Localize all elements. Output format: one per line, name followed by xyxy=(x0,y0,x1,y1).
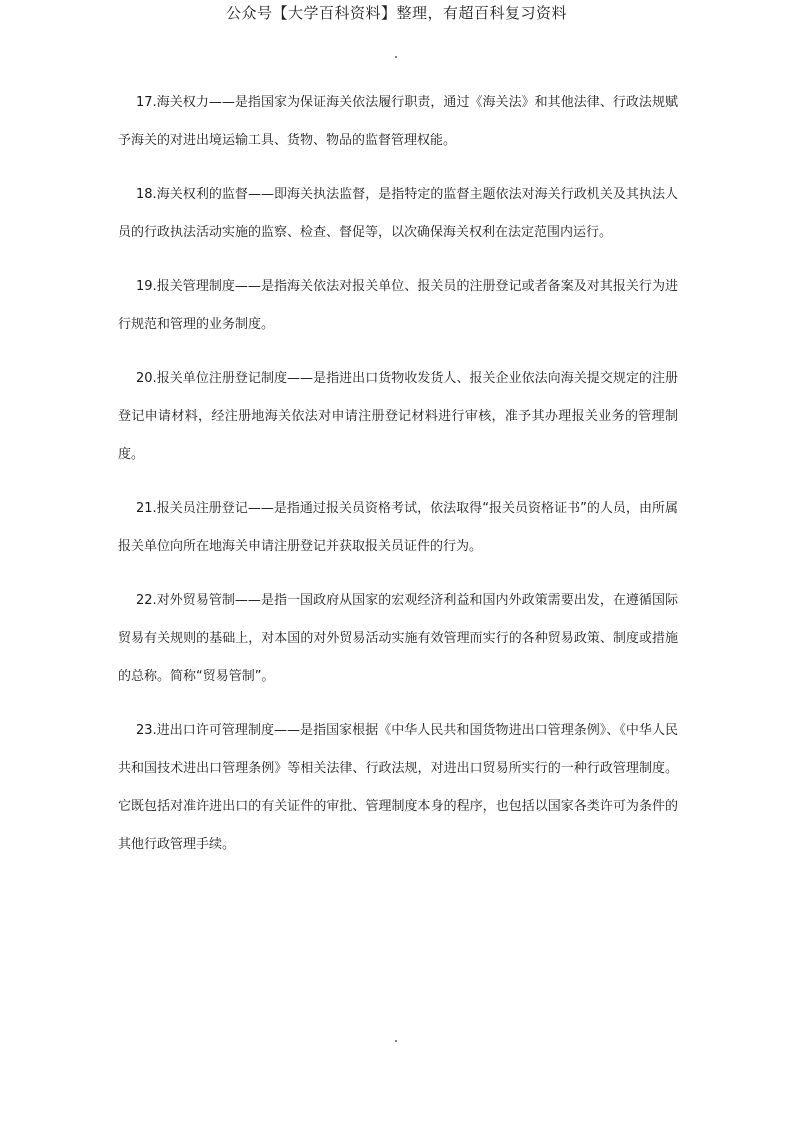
entry-number: 18. xyxy=(136,187,157,202)
definition-entry-18 xyxy=(118,176,678,252)
entry-text: 对外贸易管制——是指一国政府从国家的宏观经济利益和国内外政策需要出发，在遵循国际贸易有关规则的基础上，对本国的对外贸易活动实施有效管理而实行的各种贸易政策、制度或措施的总称。简称“贸易管制”。 xyxy=(118,593,678,684)
entry-number: 20. xyxy=(136,371,157,386)
entry-text: 进出口许可管理制度——是指国家根据《中华人民共和国货物进出口管理条例》、《中华人民共和国技术进出口管理条例》等相关法律、行政法规，对进出口贸易所实行的一种行政管理制度。它既包括对准许进出口的有关证件的审批、管理制度本身的程序，也包括以国家各类许可为条件的其他行政管理手续。 xyxy=(118,723,678,852)
document-body xyxy=(118,84,678,880)
definition-entry-20 xyxy=(118,360,678,474)
definition-entry-23 xyxy=(118,712,678,864)
entry-number: 17. xyxy=(136,95,157,110)
entry-number: 21. xyxy=(136,501,157,516)
entry-text: 报关单位注册登记制度——是指进出口货物收发货人、报关企业依法向海关提交规定的注册登记申请材料，经注册地海关依法对申请注册登记材料进行审核，准予其办理报关业务的管理制度。 xyxy=(118,371,678,462)
entry-text: 报关员注册登记——是指通过报关员资格考试，依法取得“报关员资格证书”的人员，由所属报关单位向所在地海关申请注册登记并获取报关员证件的行为。 xyxy=(118,501,678,554)
definition-entry-22 xyxy=(118,582,678,696)
entry-number: 22. xyxy=(136,593,157,608)
entry-number: 23. xyxy=(136,723,157,738)
definition-entry-19 xyxy=(118,268,678,344)
entry-number: 19. xyxy=(136,279,157,294)
entry-text: 报关管理制度——是指海关依法对报关单位、报关员的注册登记或者备案及对其报关行为进行规范和管理的业务制度。 xyxy=(118,279,678,332)
entry-text: 海关权力——是指国家为保证海关依法履行职责，通过《海关法》和其他法律、行政法规赋予海关的对进出境运输工具、货物、物品的监督管理权能。 xyxy=(118,95,678,148)
page-header: 公众号【大学百科资料】整理，有超百科复习资料 xyxy=(225,4,567,22)
entry-text: 海关权利的监督——即海关执法监督，是指特定的监督主题依法对海关行政机关及其执法人员的行政执法活动实施的监察、检查、督促等，以次确保海关权利在法定范围内运行。 xyxy=(118,187,678,240)
page-marker-dot xyxy=(395,56,397,58)
page-marker-dot xyxy=(395,1040,397,1042)
definition-entry-17 xyxy=(118,84,678,160)
definition-entry-21 xyxy=(118,490,678,566)
